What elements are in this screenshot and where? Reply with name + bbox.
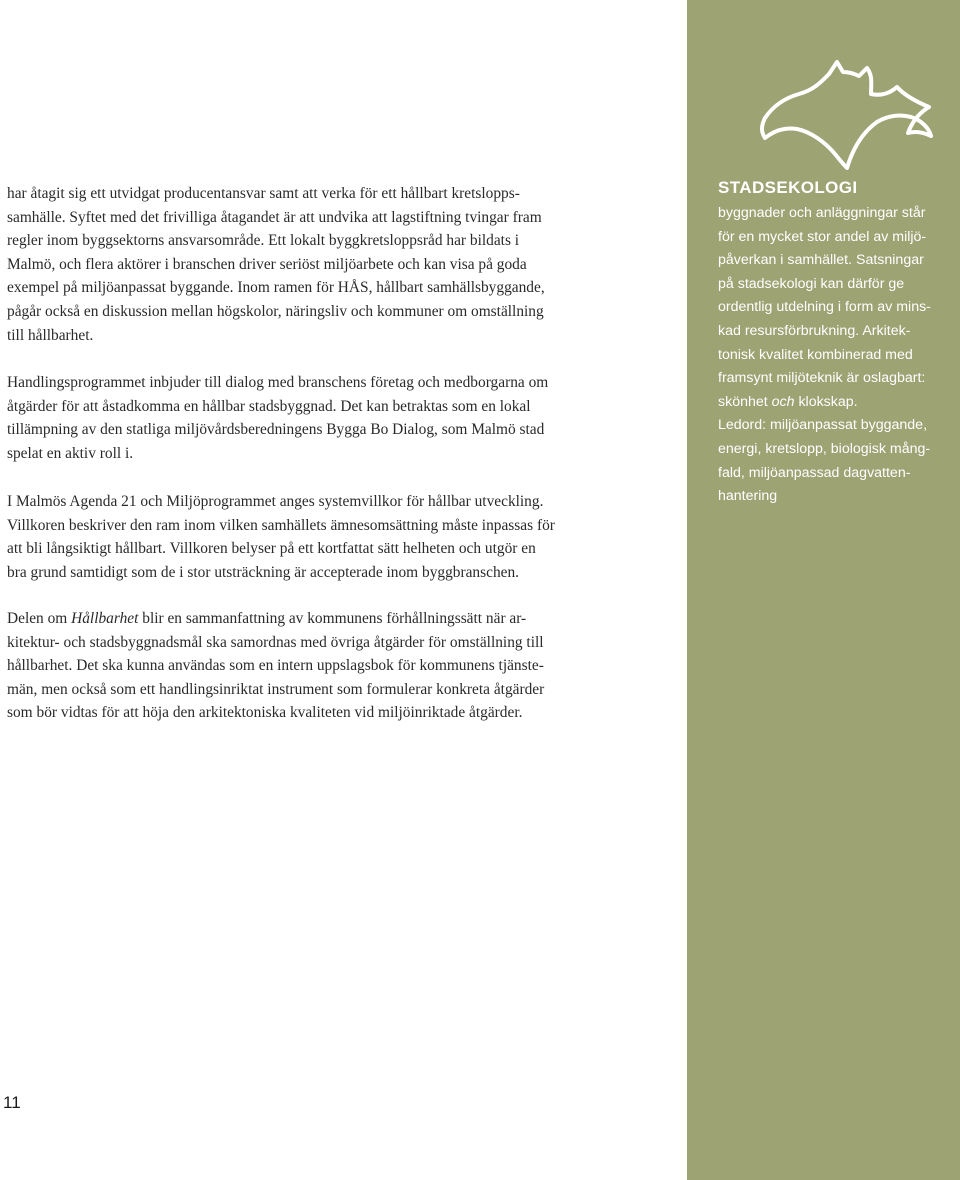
text-line: pågår också en diskussion mellan högskolor, näringsliv och kommuner om omställning <box>7 302 544 320</box>
text-line: regler inom byggsektorns ansvarsområde. Ett lokalt byggkretsloppsråd har bildats i <box>7 232 520 250</box>
text-line: Handlingsprogrammet inbjuder till dialog med branschens företag och medborgarna om <box>7 374 549 391</box>
text-line: I Malmös Agenda 21 och Miljöprogrammet anges systemvillkor för hållbar utveckling. <box>7 493 544 510</box>
bat-icon <box>759 60 935 172</box>
page-number: 11 <box>3 1093 21 1112</box>
text-line: spelat en aktiv roll i. <box>7 444 134 462</box>
paragraph-producer-responsibility <box>7 182 639 347</box>
text-line: fald, miljöanpassad dagvatten- <box>718 464 911 481</box>
text-line: samhälle. Syftet med det frivilliga åtagandet är att undvika att lagstiftning tvingar fram <box>7 208 542 226</box>
text-line: Villkoren beskriver den ram inom vilken samhällets ämnesomsättning måste inpassas för <box>7 516 555 534</box>
text-line: män, men också som ett handlingsinriktat instrument som formulerar konkreta åtgärder <box>7 680 545 698</box>
paragraph-action-program <box>7 371 639 465</box>
text-line: till hållbarhet. <box>7 326 94 344</box>
text-span: Delen om <box>7 610 72 627</box>
text-line: hantering <box>718 488 778 505</box>
paragraph-sustainability-section <box>7 607 639 725</box>
text-line: kad resursförbrukning. Arkitek- <box>718 322 911 339</box>
text-line: hållbarhet. Det ska kunna användas som en intern uppslagsbok för kommunens tjänste- <box>7 657 544 675</box>
text-line: byggnader och anläggningar står <box>718 205 926 221</box>
italic-title: Hållbarhet <box>71 610 139 627</box>
text-span: klokskap. <box>794 393 858 410</box>
text-line: Ledord: miljöanpassat byggande, <box>718 417 928 434</box>
text-line: på stadsekologi kan därför ge <box>718 275 905 292</box>
paragraph-agenda-21 <box>7 490 639 584</box>
text-line: som bör vidtas för att höja den arkitektoniska kvaliteten vid miljöinriktade åtgärder. <box>7 704 523 722</box>
text-line: ordentlig utdelning i form av mins- <box>718 299 931 316</box>
text-line: att bli långsiktigt hållbart. Villkoren belyser på ett kortfattat sätt helheten och utgör en <box>7 540 536 558</box>
text-span: skönhet <box>718 393 772 410</box>
text-line: exempel på miljöanpassat byggande. Inom ramen för HÅS, hållbart samhällsbyggande, <box>7 279 545 297</box>
text-line: åtgärder för att åstadkomma en hållbar stadsbyggnad. Det kan betraktas som en lokal <box>7 397 531 415</box>
text-line <box>7 607 639 631</box>
italic-word: och <box>771 393 795 410</box>
text-line: tillämpning av den statliga miljövårdsberedningens Bygga Bo Dialog, som Malmö stad <box>7 421 545 439</box>
text-line <box>718 391 956 415</box>
sidebar-title: STADSEKOLOGI <box>718 178 858 197</box>
text-line: har åtagit sig ett utvidgat producentansvar samt att verka för ett hållbart kretslopps- <box>7 185 520 202</box>
text-line: energi, kretslopp, biologisk mång- <box>718 440 931 457</box>
sidebar-panel <box>687 0 960 1180</box>
text-line: bra grund samtidigt som de i stor utsträckning är accepterade inom byggbranschen. <box>7 563 520 581</box>
text-line: framsynt miljöteknik är oslagbart: <box>718 370 926 387</box>
text-line: påverkan i samhället. Satsningar <box>718 252 924 269</box>
text-line: tonisk kvalitet kombinerad med <box>718 346 913 363</box>
text-line: kitektur- och stadsbyggnadsmål ska samordnas med övriga åtgärder för omställning till <box>7 633 544 651</box>
sidebar-text <box>718 202 956 509</box>
text-line: för en mycket stor andel av miljö- <box>718 228 927 245</box>
text-span: blir en sammanfattning av kommunens förhållningssätt när ar- <box>138 610 527 627</box>
text-line: Malmö, och flera aktörer i branschen driver seriöst miljöarbete och kan visa på goda <box>7 255 527 273</box>
